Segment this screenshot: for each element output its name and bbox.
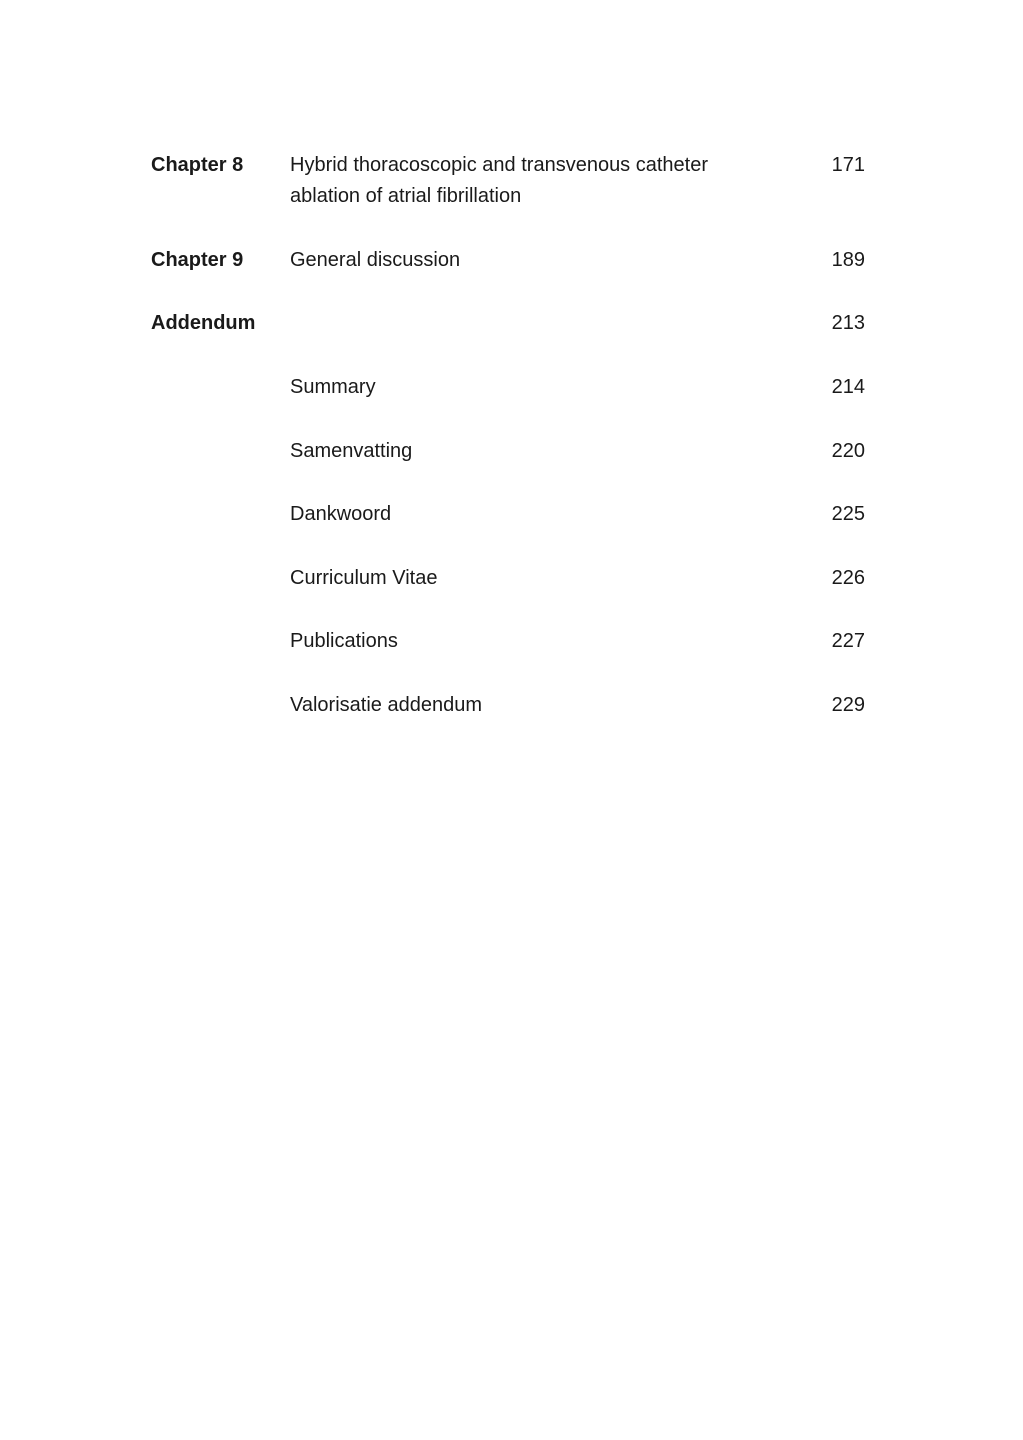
chapter-title bbox=[290, 150, 760, 212]
subsection-title: Curriculum Vitae bbox=[290, 567, 438, 589]
subsection-title: Summary bbox=[290, 376, 376, 398]
chapter-label: Chapter 9 bbox=[151, 249, 244, 271]
chapter-label: Chapter 8 bbox=[151, 154, 244, 176]
page-number: 220 bbox=[831, 440, 865, 462]
page-number: 171 bbox=[831, 154, 865, 176]
chapter-title bbox=[290, 245, 760, 276]
page-number: 227 bbox=[831, 630, 865, 652]
page-number: 214 bbox=[831, 376, 865, 398]
subsection-title: Samenvatting bbox=[290, 440, 413, 462]
subsection-title: Dankwoord bbox=[290, 503, 392, 525]
subsection-title: Publications bbox=[290, 630, 398, 652]
chapter-title-line: General discussion bbox=[290, 249, 461, 271]
section-label: Addendum bbox=[151, 312, 256, 334]
chapter-title-line: ablation of atrial fibrillation bbox=[290, 185, 522, 207]
page-number: 229 bbox=[831, 694, 865, 716]
page-number: 189 bbox=[831, 249, 865, 271]
page-number: 213 bbox=[831, 312, 865, 334]
page-number: 226 bbox=[831, 567, 865, 589]
chapter-title-line: Hybrid thoracoscopic and transvenous catheter bbox=[290, 154, 709, 176]
page-number: 225 bbox=[831, 503, 865, 525]
subsection-title: Valorisatie addendum bbox=[290, 694, 482, 716]
